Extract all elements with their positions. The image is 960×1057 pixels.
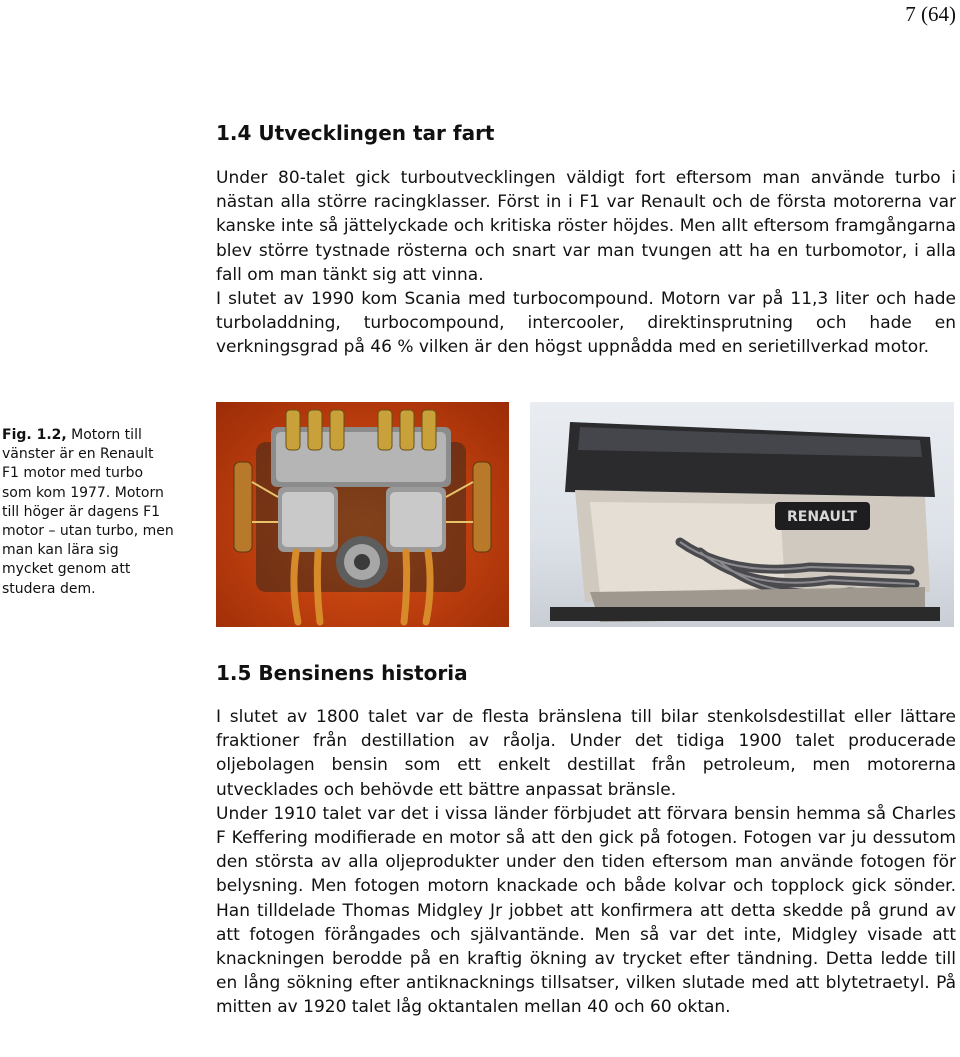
section-heading-1-4: 1.4 Utvecklingen tar fart [216,121,495,145]
engine-photo-right [530,402,954,627]
section-1-4-body [216,166,956,360]
paragraph: I slutet av 1990 kom Scania med turbocompound. Motorn var på 11,3 liter och hade turboladdning, turbocompound, intercooler, direktinsprutning och hade en verkningsgrad på 46 % vilken är den högst uppnådda med en serietillverkad motor. [216,289,956,358]
figure-caption-label: Fig. 1.2, [2,427,67,443]
figure-caption [2,426,174,599]
renault-logo-text: RENAULT [787,509,857,525]
section-1-5-body [216,705,956,1020]
engine-photo-left [216,402,509,627]
page-number: 7 (64) [905,2,956,26]
paragraph: I slutet av 1800 talet var de flesta bränslena till bilar stenkolsdestillat eller lättare fraktioner från destillation av råolja. Under det tidiga 1900 talet producerade oljebolagen bensin som ett enkelt destillat från petroleum, men motorerna utvecklades och behövde ett bättre anpassat bränsle. [216,707,956,800]
section-heading-1-5: 1.5 Bensinens historia [216,661,468,685]
renault-f1-engine-illustration [530,402,954,627]
paragraph: Under 80-talet gick turboutvecklingen väldigt fort eftersom man använde turbo i nästan alla större racingklasser. Först in i F1 var Renault och de första motorerna var kanske inte så jättelyckade och kritiska röster höjdes. Men allt eftersom framgångarna blev större tystnade rösterna och snart var man tvungen att ha en turbomotor, i alla fall om man tänkt sig att vinna. [216,168,956,285]
turbo-engine-illustration [216,402,509,627]
figure-caption-text: Motorn till vänster är en Renault F1 motor med turbo som kom 1977. Motorn till höger är dagens F1 motor – utan turbo, men man kan lära sig mycket genom att studera dem. [2,427,174,597]
paragraph: Under 1910 talet var det i vissa länder förbjudet att förvara bensin hemma så Charles F Keffering modifierade en motor så att den gick på fotogen. Fotogen var ju dessutom den största av alla oljeprodukter under den tiden eftersom man använde fotogen för belysning. Men fotogen motorn knackade och både kolvar och topplock gick sönder. Han tilldelade Thomas Midgley Jr jobbet att konfirmera att detta skedde på grund av att fotogen förångades och självantände. Men så var det inte, Midgley visade att knackningen berodde på en kraftig ökning av trycket efter tändning. Detta ledde till en lång sökning efter antiknacknings tillsatser, vilken slutade med att blytetraetyl. På mitten av 1920 talet låg oktantalen mellan 40 och 60 oktan. [216,803,956,1018]
